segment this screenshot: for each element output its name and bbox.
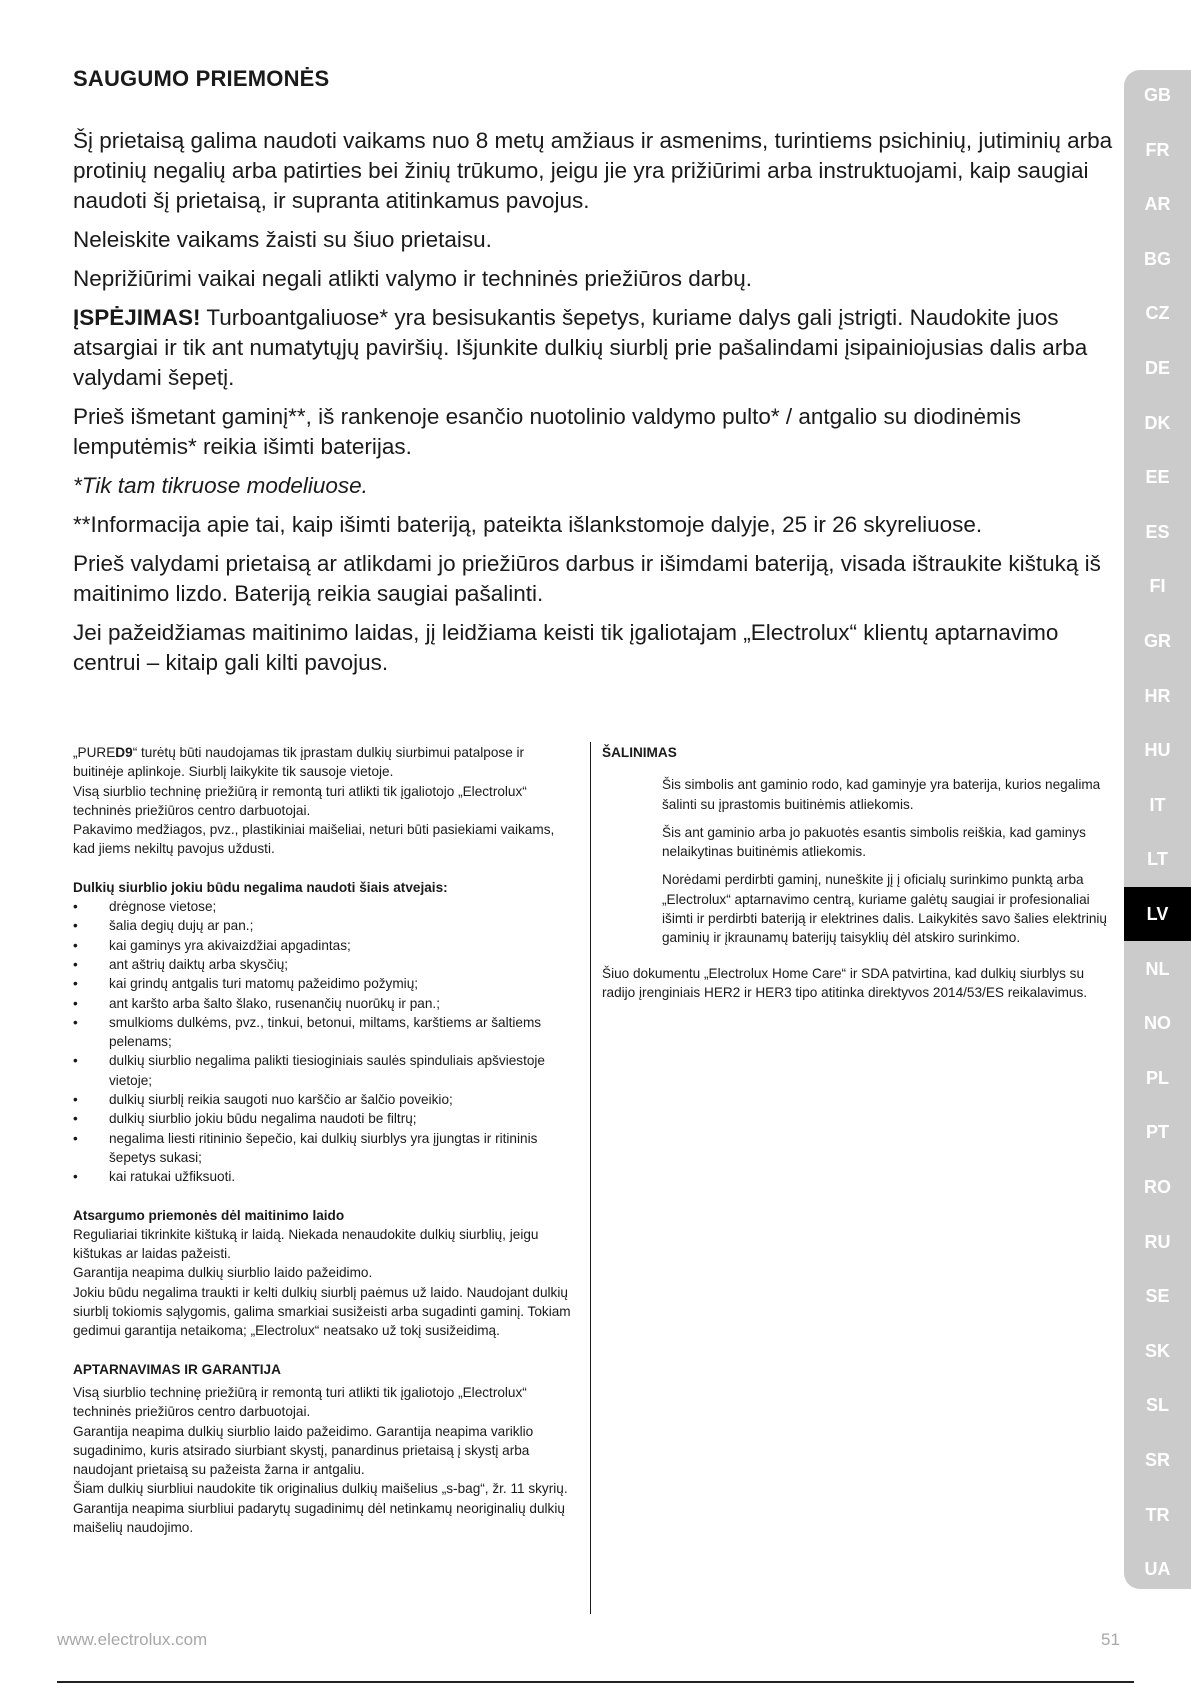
restriction-item [73, 936, 578, 955]
language-tab-se[interactable]: SE [1145, 1286, 1170, 1307]
restriction-text: šalia degių dujų ar pan.; [109, 918, 254, 934]
restriction-item [73, 1129, 578, 1168]
language-tab-cz[interactable]: CZ [1145, 303, 1170, 324]
bullet-marker: • [73, 918, 78, 934]
right-column [602, 743, 1107, 1002]
restriction-item [73, 1167, 578, 1186]
language-tab-ro[interactable]: RO [1144, 1177, 1171, 1197]
restriction-text: ant karšto arba šalto šlako, rusenančių nuorūkų ir pan.; [109, 995, 440, 1011]
language-tab-de[interactable]: DE [1144, 358, 1170, 378]
safety-section [73, 126, 1113, 687]
language-tab-hr[interactable]: HR [1144, 685, 1171, 706]
language-tab-sl[interactable]: SL [1145, 1395, 1169, 1416]
bullet-marker: • [73, 1169, 78, 1185]
column-divider [590, 742, 591, 1614]
language-tab-fi[interactable]: FI [1149, 576, 1166, 597]
restriction-item [73, 955, 578, 974]
footer-rule [57, 1681, 1134, 1683]
safety-paragraph: Prieš valydami prietaisą ar atlikdami jo priežiūros darbus ir išimdami bateriją, visada ištraukite kištuką iš maitinimo lizdo. Bateriją reikia saugiai pašalinti. [73, 551, 1101, 606]
restriction-text: dulkių siurblį reikia saugoti nuo karščio ar šalčio poveikio; [109, 1092, 453, 1108]
language-tab-bg[interactable]: BG [1144, 248, 1171, 269]
restriction-text: ant aštrių daiktų arba skysčių; [109, 956, 289, 972]
language-tab-gb[interactable]: GB [1144, 85, 1171, 105]
language-tab-ru[interactable]: RU [1144, 1231, 1171, 1252]
bullet-marker: • [73, 956, 78, 972]
restriction-item [73, 1090, 578, 1109]
disposal-paragraph: Šis ant gaminio arba jo pakuotės esantis simbolis reiškia, kad gaminys nelaikytinas buitinėmis atliekomis. [662, 824, 1086, 860]
language-tab-pt[interactable]: PT [1145, 1122, 1169, 1143]
product-model: D9 [115, 745, 133, 760]
bullet-marker: • [73, 976, 78, 992]
bullet-marker: • [73, 995, 78, 1011]
bullet-marker: • [73, 937, 78, 953]
safety-paragraph: Neleiskite vaikams žaisti su šiuo prietaisu. [73, 227, 492, 252]
restriction-item [73, 1051, 578, 1090]
model-note: *Tik tam tikruose modeliuose. [73, 473, 368, 498]
page-heading: SAUGUMO PRIEMONĖS [73, 66, 330, 91]
restriction-text: kai gaminys yra akivaizdžiai apgadintas; [109, 937, 351, 953]
safety-paragraph: Šį prietaisą galima naudoti vaikams nuo 8 metų amžiaus ir asmenims, turintiems psichinių, jutiminių arba protinių negalių arba patirties bei žinių trūkumo, jeigu jie yra prižiūrimi arba instruktuojami, kaip saugiai naudoti šį prietaisą, ir supranta atitinkamus pavojus. [73, 128, 1113, 213]
restriction-text: kai grindų antgalis turi matomų pažeidimo požymių; [109, 976, 419, 992]
language-tab-pl[interactable]: PL [1145, 1067, 1169, 1088]
safety-paragraph: **Informacija apie tai, kaip išimti bateriją, pateikta išlankstomoje dalyje, 25 ir 26 skyreliuose. [73, 512, 983, 537]
intro-paragraph: Pakavimo medžiagos, pvz., plastikiniai maišeliai, neturi būti pasiekiami vaikams, kad jiems nekiltų pavojus uždusti. [73, 822, 555, 857]
bullet-marker: • [73, 1130, 78, 1146]
safety-paragraph: Jei pažeidžiamas maitinimo laidas, jį leidžiama keisti tik įgaliotajam „Electrolux“ klientų aptarnavimo centrui – kitaip gali kilti pavojus. [73, 620, 1059, 675]
language-tab-es[interactable]: ES [1145, 521, 1170, 542]
product-prefix: „PURE [73, 745, 116, 760]
restriction-text: kai ratukai užfiksuoti. [109, 1169, 236, 1185]
service-title: APTARNAVIMAS IR GARANTIJA [73, 1361, 281, 1377]
restriction-item [73, 897, 578, 916]
language-tab-dk[interactable]: DK [1144, 412, 1171, 433]
restriction-text: smulkioms dulkėms, pvz., tinkui, betonui, miltams, karštiems ar šaltiems pelenams; [109, 1014, 542, 1050]
disposal-title: ŠALINIMAS [602, 745, 677, 760]
language-tab-ee[interactable]: EE [1145, 467, 1170, 488]
page-number: 51 [1101, 1630, 1120, 1649]
language-tab-no[interactable]: NO [1144, 1013, 1171, 1034]
restriction-item [73, 994, 578, 1013]
warning-text: Turboantgaliuose* yra besisukantis šepetys, kuriame dalys gali įstrigti. Naudokite juos atsargiai ir tik ant numatytųjų paviršių. Išjunkite dulkių siurblį prie pašalindami įsipainiojusias dalis arba valydami šepetį. [73, 305, 1088, 390]
bullet-marker: • [73, 1111, 78, 1127]
restriction-text: dulkių siurblio jokiu būdu negalima naudoti be filtrų; [109, 1111, 417, 1127]
language-tab-lt[interactable]: LT [1147, 849, 1168, 870]
bullet-marker: • [73, 899, 78, 915]
bullet-marker: • [73, 1014, 78, 1030]
language-tab-nl[interactable]: NL [1145, 958, 1170, 979]
cord-paragraph: Garantija neapima dulkių siurblio laido pažeidimo. [73, 1265, 373, 1281]
footer-url[interactable]: www.electrolux.com [57, 1630, 208, 1649]
cord-paragraph: Reguliariai tikrinkite kištuką ir laidą. Niekada nenaudokite dulkių siurblių, jeigu kištukas ar laidas pažeisti. [73, 1226, 539, 1262]
language-tab-gr[interactable]: GR [1144, 631, 1171, 651]
language-tab-fr[interactable]: FR [1145, 139, 1170, 160]
language-tab-hu[interactable]: HU [1144, 740, 1171, 761]
restriction-text: drėgnose vietose; [109, 899, 217, 915]
safety-paragraph: Prieš išmetant gaminį**, iš rankenoje esančio nuotolinio valdymo pulto* / antgalio su diodinėmis lemputėmis* reikia išimti baterijas. [73, 404, 1022, 459]
cord-title: Atsargumo priemonės dėl maitinimo laido [73, 1207, 345, 1223]
bullet-marker: • [73, 1092, 78, 1108]
restriction-item [73, 1109, 578, 1128]
language-tab-it[interactable]: IT [1149, 794, 1166, 815]
intro-paragraph: Visą siurblio techninę priežiūrą ir remontą turi atlikti tik įgaliotojo „Electrolux“ techninės priežiūros centro darbuotojai. [73, 783, 527, 818]
language-tab-lv[interactable]: LV [1124, 887, 1191, 941]
language-tab-sk[interactable]: SK [1144, 1340, 1170, 1361]
disposal-paragraph: Šis simbolis ant gaminio rodo, kad gaminyje yra baterija, kurios negalima šalinti su įprastomis buitinėmis atliekomis. [662, 777, 1101, 812]
service-paragraph: Visą siurblio techninę priežiūrą ir remontą turi atlikti tik įgaliotojo „Electrolux“ techninės priežiūros centro darbuotojai. [73, 1384, 527, 1420]
conformity-statement: Šiuo dokumentu „Electrolux Home Care“ ir SDA patvirtina, kad dulkių siurblys su radijo įrenginiais HER2 ir HER3 tipo atitinka direktyvos 2014/53/ES reikalavimus. [602, 965, 1088, 1000]
intro-text: “ turėtų būti naudojamas tik įprastam dulkių siurbimui patalpose ir buitinėje aplinkoje. Siurblį laikykite tik sausoje vietoje. [73, 745, 525, 780]
language-tab-ar[interactable]: AR [1144, 194, 1171, 215]
safety-paragraph: Neprižiūrimi vaikai negali atlikti valymo ir techninės priežiūros darbų. [73, 266, 753, 291]
service-paragraph: Garantija neapima dulkių siurblio laido pažeidimo. Garantija neapima variklio sugadinimo, kuris atsirado siurbiant skystį, panardinus prietaisą į skystį arba naudojant prietaisą su pažeista žarna ir antgaliu. [73, 1423, 534, 1478]
bullet-marker: • [73, 1053, 78, 1069]
restriction-item [73, 916, 578, 935]
restriction-text: dulkių siurblio negalima palikti tiesioginiais saulės spinduliais apšviestoje vietoje; [109, 1053, 545, 1088]
restriction-text: negalima liesti ritininio šepečio, kai dulkių siurblys yra įjungtas ir ritininis šepetys sukasi; [109, 1130, 538, 1165]
service-paragraph: Šiam dulkių siurbliui naudokite tik originalius dulkių maišelius „s-bag“, žr. 11 skyrių. Garantija neapima siurbliui padarytų sugadinimų dėl netinkamų neoriginalių dulkių maišelių naudojimo. [73, 1481, 568, 1535]
left-column [73, 743, 578, 1537]
language-tab-tr[interactable]: TR [1145, 1504, 1170, 1525]
intro-paragraph [73, 743, 578, 782]
cord-paragraph: Jokiu būdu negalima traukti ir kelti dulkių siurblį paėmus už laido. Naudojant dulkių siurblį tokiomis sąlygomis, galima smarkiai susižeisti arba sugadinti gaminį. Tokiam gedimui garantija netaikoma; „Electrolux“ neatsako už tokį susižeidimą. [73, 1284, 571, 1339]
restriction-item [73, 1013, 578, 1052]
language-tab-sr[interactable]: SR [1144, 1450, 1170, 1470]
warning-paragraph [73, 303, 1113, 393]
disposal-paragraph: Norėdami perdirbti gaminį, nuneškite jį į oficialų surinkimo punktą arba „Electrolux“ aptarnavimo centrą, kuriame galėtų saugiai ir profesionaliai išimti ir perdirbti bateriją ir elektrines dalis. Laikykitės savo šalies elektrinių gaminių ir įkraunamų baterijų taisyklių dėl atskiro surinkimo. [662, 872, 1107, 946]
restrictions-title: Dulkių siurblio jokiu būdu negalima naudoti šiais atvejais: [73, 879, 448, 895]
restrictions-list [73, 897, 578, 1186]
restriction-item [73, 974, 578, 993]
language-tab-ua[interactable]: UA [1144, 1559, 1171, 1580]
warning-label: ĮSPĖJIMAS! [73, 305, 201, 330]
